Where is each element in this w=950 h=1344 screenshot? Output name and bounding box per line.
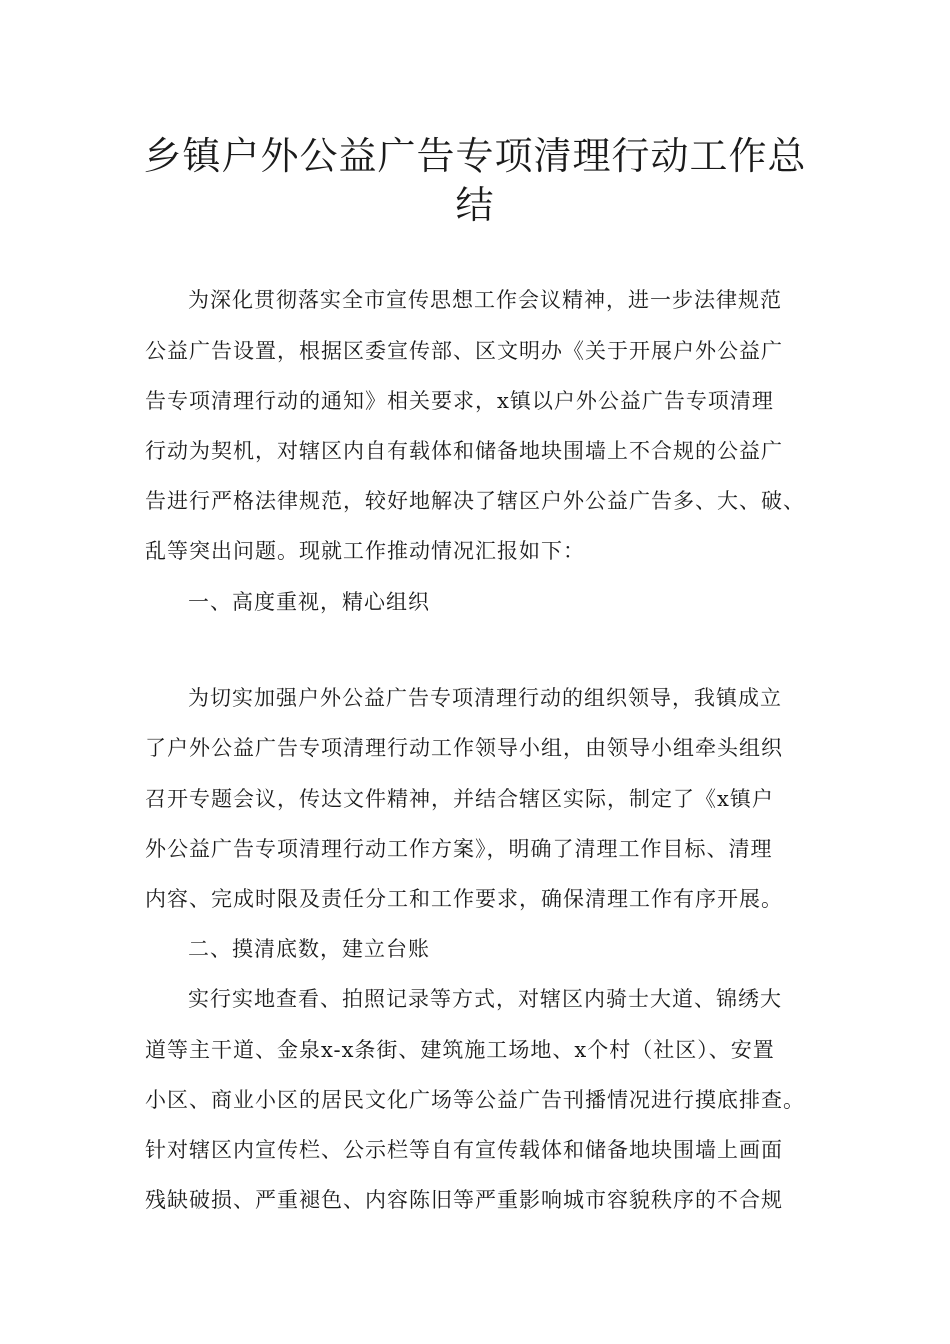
document-title-line-1: 乡镇户外公益广告专项清理行动工作总 <box>143 134 807 178</box>
paragraph-line: 外公益广告专项清理行动工作方案》，明确了清理工作目标、清理 <box>145 837 773 861</box>
paragraph-line: 召开专题会议，传达文件精神，并结合辖区实际，制定了《x镇户 <box>145 787 774 811</box>
document-title-line-2: 结 <box>455 183 495 227</box>
section-heading: 一、高度重视，精心组织 <box>188 590 430 614</box>
paragraph-line: 乱等突出问题。现就工作推动情况汇报如下： <box>145 539 585 563</box>
paragraph-line: 为切实加强户外公益广告专项清理行动的组织领导，我镇成立 <box>188 686 782 710</box>
paragraph-line: 告专项清理行动的通知》相关要求，x镇以户外公益广告专项清理 <box>145 389 774 413</box>
paragraph-line: 实行实地查看、拍照记录等方式，对辖区内骑士大道、锦绣大 <box>188 987 782 1011</box>
paragraph-line: 行动为契机，对辖区内自有载体和储备地块围墙上不合规的公益广 <box>145 439 783 463</box>
paragraph-line: 公益广告设置，根据区委宣传部、区文明办《关于开展户外公益广 <box>145 339 783 363</box>
paragraph-line: 针对辖区内宣传栏、公示栏等自有宣传载体和储备地块围墙上画面 <box>145 1138 783 1162</box>
paragraph-line: 残缺破损、严重褪色、内容陈旧等严重影响城市容貌秩序的不合规 <box>145 1188 783 1212</box>
paragraph-line: 告进行严格法律规范，较好地解决了辖区户外公益广告多、大、破、 <box>145 489 805 513</box>
section-heading: 二、摸清底数，建立台账 <box>188 937 430 961</box>
paragraph-line: 道等主干道、金泉x-x条街、建筑施工场地、x个村（社区）、安置 <box>145 1038 775 1062</box>
paragraph-line: 内容、完成时限及责任分工和工作要求，确保清理工作有序开展。 <box>145 887 783 911</box>
paragraph-line: 小区、商业小区的居民文化广场等公益广告刊播情况进行摸底排查。 <box>145 1088 805 1112</box>
paragraph-line: 了户外公益广告专项清理行动工作领导小组，由领导小组牵头组织 <box>145 736 783 760</box>
paragraph-line: 为深化贯彻落实全市宣传思想工作会议精神，进一步法律规范 <box>188 288 782 312</box>
